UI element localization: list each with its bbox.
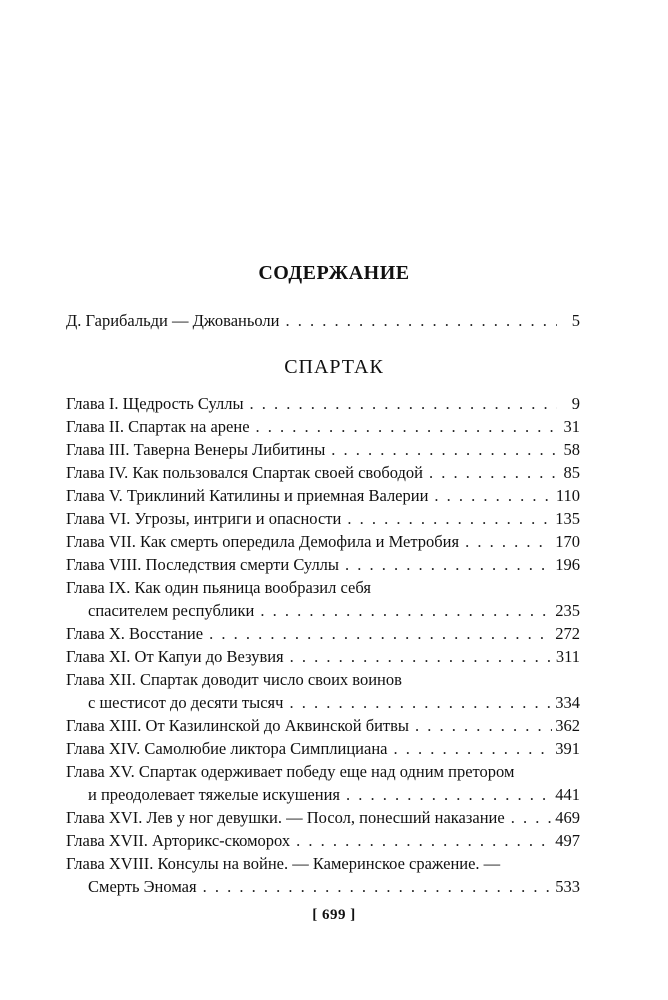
toc-entry-page: 170 bbox=[555, 532, 580, 551]
dot-leader bbox=[203, 875, 553, 899]
dot-leader bbox=[290, 645, 553, 669]
toc-entry bbox=[66, 530, 580, 554]
toc-entry-line2 bbox=[66, 783, 580, 807]
toc-entry bbox=[66, 553, 580, 577]
toc-entry-line2 bbox=[66, 875, 580, 899]
toc-entry-title: Глава V. Триклиний Катилины и приемная Валерии bbox=[66, 486, 429, 505]
toc-entry-title: Глава XV. Спартак одерживает победу еще над одним претором bbox=[66, 762, 515, 781]
toc-entry-page: 9 bbox=[571, 394, 580, 413]
toc-entry-line2 bbox=[66, 691, 580, 715]
toc-entry bbox=[66, 737, 580, 761]
toc-entry-title: Глава XI. От Капуи до Везувия bbox=[66, 647, 284, 666]
toc-entry-page: 272 bbox=[555, 624, 580, 643]
toc-entry-page: 497 bbox=[555, 831, 580, 850]
toc-entry-page: 235 bbox=[555, 601, 580, 620]
toc-entry-title: Глава II. Спартак на арене bbox=[66, 417, 250, 436]
toc-entry-foreword bbox=[66, 309, 580, 333]
toc-entry-page: 441 bbox=[555, 785, 580, 804]
toc-entry-title: Глава I. Щедрость Суллы bbox=[66, 394, 244, 413]
toc-entry-line1 bbox=[66, 668, 580, 692]
toc-entry-page: 311 bbox=[555, 647, 580, 666]
dot-leader bbox=[256, 415, 557, 439]
toc-entry-page: 110 bbox=[555, 486, 580, 505]
toc-entry bbox=[66, 645, 580, 669]
toc-entry-page: 58 bbox=[563, 440, 580, 459]
toc-entry-page: 334 bbox=[555, 693, 580, 712]
toc-entry-line2 bbox=[66, 599, 580, 623]
page-number: [ 699 ] bbox=[312, 907, 356, 923]
toc-entry bbox=[66, 806, 580, 830]
toc-entry-title-cont: и преодолевает тяжелые искушения bbox=[88, 785, 340, 804]
toc-entry-page: 5 bbox=[571, 311, 580, 330]
toc-entry-page: 196 bbox=[555, 555, 580, 574]
toc-entry-title: Глава IV. Как пользовался Спартак своей свободой bbox=[66, 463, 423, 482]
toc-entry-page: 135 bbox=[555, 509, 580, 528]
toc-entry-title-cont: с шестисот до десяти тысяч bbox=[88, 693, 284, 712]
toc-entry bbox=[66, 392, 580, 416]
dot-leader bbox=[346, 783, 552, 807]
toc-entry bbox=[66, 438, 580, 462]
toc-entry-title: Глава XIII. От Казилинской до Аквинской битвы bbox=[66, 716, 410, 735]
toc-entry-title: Глава XIV. Самолюбие ликтора Симплициана bbox=[66, 739, 388, 758]
toc-entry-title: Д. Гарибальди — Джованьоли bbox=[66, 311, 280, 330]
dot-leader bbox=[209, 622, 552, 646]
dot-leader bbox=[331, 438, 557, 462]
toc-entry-page: 391 bbox=[555, 739, 580, 758]
toc-entry-page: 85 bbox=[563, 463, 580, 482]
dot-leader bbox=[465, 530, 552, 554]
toc-entry-title: Глава VIII. Последствия смерти Суллы bbox=[66, 555, 339, 574]
dot-leader bbox=[347, 507, 552, 531]
toc-entry-title: Глава XVIII. Консулы на войне. — Камеринское сражение. — bbox=[66, 854, 501, 873]
dot-leader bbox=[511, 806, 553, 830]
toc-entry-page: 362 bbox=[555, 716, 580, 735]
toc-entry bbox=[66, 622, 580, 646]
toc-entry bbox=[66, 484, 580, 508]
toc-entry-title: Глава X. Восстание bbox=[66, 624, 204, 643]
toc-entry-title: Глава VI. Угрозы, интриги и опасности bbox=[66, 509, 342, 528]
toc-entry bbox=[66, 415, 580, 439]
dot-leader bbox=[345, 553, 552, 577]
toc-entry-title: Глава XII. Спартак доводит число своих воинов bbox=[66, 670, 402, 689]
dot-leader bbox=[285, 309, 557, 333]
toc-entry-title: Глава VII. Как смерть опередила Демофила и Метробия bbox=[66, 532, 460, 551]
dot-leader bbox=[250, 392, 557, 416]
toc-entry-title: Глава XVII. Арторикс-скоморох bbox=[66, 831, 291, 850]
toc-entry-title-cont: спасителем республики bbox=[88, 601, 255, 620]
toc-entry-title: Глава XVI. Лев у ног девушки. — Посол, понесший наказание bbox=[66, 808, 505, 827]
dot-leader bbox=[393, 737, 552, 761]
dot-leader bbox=[415, 714, 552, 738]
toc-entry-page: 31 bbox=[563, 417, 580, 436]
toc-entry-title: Глава IX. Как один пьяница вообразил себя bbox=[66, 578, 371, 597]
contents-heading: СОДЕРЖАНИЕ bbox=[258, 262, 410, 284]
dot-leader bbox=[289, 691, 552, 715]
dot-leader bbox=[434, 484, 552, 508]
toc-entry-line1 bbox=[66, 852, 580, 876]
toc-entry-title-cont: Смерть Эномая bbox=[88, 877, 197, 896]
toc-entry bbox=[66, 714, 580, 738]
toc-entry-title: Глава III. Таверна Венеры Либитины bbox=[66, 440, 326, 459]
toc-entry-page: 533 bbox=[555, 877, 580, 896]
section-title: СПАРТАК bbox=[284, 356, 384, 378]
dot-leader bbox=[429, 461, 557, 485]
dot-leader bbox=[260, 599, 552, 623]
toc-entry-line1 bbox=[66, 576, 580, 600]
toc-entry-page: 469 bbox=[555, 808, 580, 827]
toc-entry bbox=[66, 461, 580, 485]
toc-entry bbox=[66, 507, 580, 531]
toc-entry bbox=[66, 829, 580, 853]
dot-leader bbox=[296, 829, 552, 853]
toc-entry-line1 bbox=[66, 760, 580, 784]
